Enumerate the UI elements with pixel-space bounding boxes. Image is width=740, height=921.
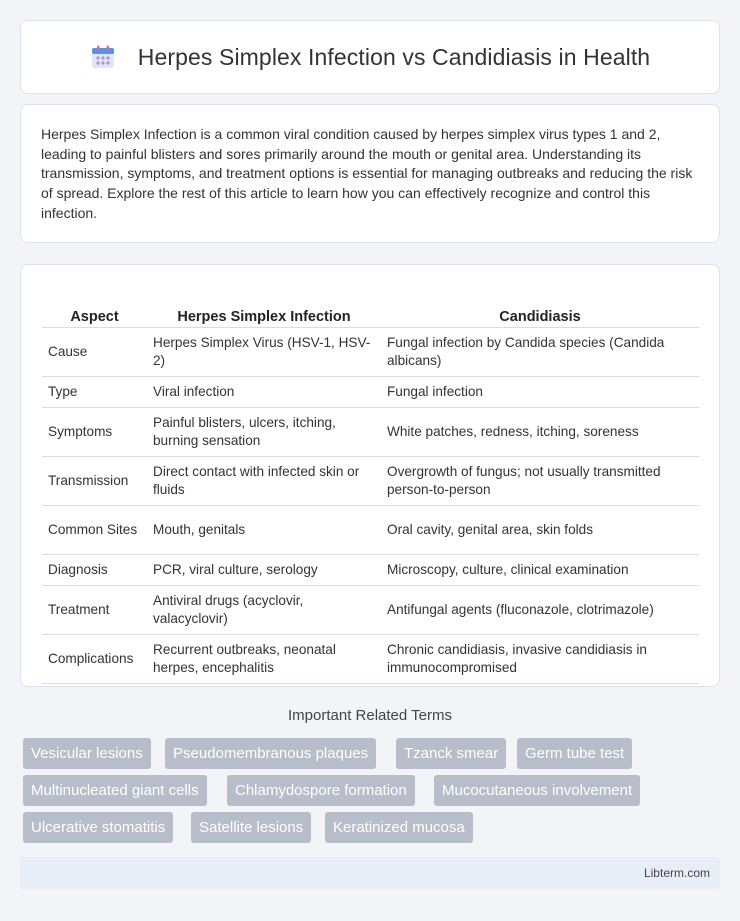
- page-title: Herpes Simplex Infection vs Candidiasis in Health: [137, 43, 651, 70]
- tag-chlamydospore-formation[interactable]: Chlamydospore formation: [227, 775, 415, 806]
- table-row: [42, 376, 699, 407]
- intro-card: [20, 104, 720, 243]
- cell-candidiasis: Fungal infection: [381, 376, 699, 407]
- cell-aspect: Symptoms: [42, 407, 147, 456]
- cell-herpes: Direct contact with infected skin or fluids: [147, 456, 381, 505]
- cell-herpes: Viral infection: [147, 376, 381, 407]
- cell-aspect: Cause: [42, 327, 147, 376]
- table-row: [42, 327, 699, 376]
- tag-keratinized-mucosa[interactable]: Keratinized mucosa: [325, 812, 473, 843]
- header-herpes: Herpes Simplex Infection: [147, 285, 381, 327]
- header-card: [20, 20, 720, 94]
- table-row: [42, 585, 699, 634]
- table-header-row: [42, 285, 699, 327]
- table-row: [42, 505, 699, 554]
- tag-germ-tube-test[interactable]: Germ tube test: [517, 738, 632, 769]
- cell-candidiasis: Microscopy, culture, clinical examination: [381, 554, 699, 585]
- related-terms-title: Important Related Terms: [288, 707, 452, 724]
- cell-aspect: Common Sites: [42, 505, 147, 554]
- tag-satellite-lesions[interactable]: Satellite lesions: [191, 812, 311, 843]
- tag-vesicular-lesions[interactable]: Vesicular lesions: [23, 738, 151, 769]
- cell-aspect: Treatment: [42, 585, 147, 634]
- table-row: [42, 554, 699, 585]
- footer-site-link[interactable]: Libterm.com: [643, 866, 710, 880]
- cell-aspect: Transmission: [42, 456, 147, 505]
- calendar-icon: [90, 44, 116, 70]
- cell-candidiasis: Oral cavity, genital area, skin folds: [381, 505, 699, 554]
- tag-tzanck-smear[interactable]: Tzanck smear: [396, 738, 506, 769]
- cell-herpes: PCR, viral culture, serology: [147, 554, 381, 585]
- cell-candidiasis: Antifungal agents (fluconazole, clotrimazole): [381, 585, 699, 634]
- footer: [20, 857, 720, 889]
- cell-candidiasis: Overgrowth of fungus; not usually transmitted person-to-person: [381, 456, 699, 505]
- cell-candidiasis: White patches, redness, itching, soreness: [381, 407, 699, 456]
- table-row: [42, 634, 699, 683]
- table-row: [42, 456, 699, 505]
- cell-herpes: Recurrent outbreaks, neonatal herpes, encephalitis: [147, 634, 381, 683]
- intro-paragraph: Herpes Simplex Infection is a common viral condition caused by herpes simplex virus types 1 and 2, leading to painful blisters and sores primarily around the mouth or genital area. Understanding its transmission, symptoms, and treatment options is essential for managing outbreaks and reducing the risk of spread. Explore the rest of this article to learn how you can effectively recognize and control this infection.: [41, 126, 693, 221]
- cell-aspect: Diagnosis: [42, 554, 147, 585]
- comparison-table-card: [20, 264, 720, 687]
- cell-herpes: Painful blisters, ulcers, itching, burning sensation: [147, 407, 381, 456]
- table-row: [42, 407, 699, 456]
- tag-multinucleated-giant-cells[interactable]: Multinucleated giant cells: [23, 775, 207, 806]
- cell-herpes: Antiviral drugs (acyclovir, valacyclovir): [147, 585, 381, 634]
- cell-aspect: Complications: [42, 634, 147, 683]
- tag-mucocutaneous-involvement[interactable]: Mucocutaneous involvement: [434, 775, 640, 806]
- header-aspect: Aspect: [42, 285, 147, 327]
- header-candidiasis: Candidiasis: [381, 285, 699, 327]
- cell-candidiasis: Fungal infection by Candida species (Candida albicans): [381, 327, 699, 376]
- cell-herpes: Mouth, genitals: [147, 505, 381, 554]
- tag-ulcerative-stomatitis[interactable]: Ulcerative stomatitis: [23, 812, 173, 843]
- cell-candidiasis: Chronic candidiasis, invasive candidiasis in immunocompromised: [381, 634, 699, 683]
- cell-aspect: Type: [42, 376, 147, 407]
- comparison-table: [42, 285, 699, 684]
- cell-herpes: Herpes Simplex Virus (HSV-1, HSV-2): [147, 327, 381, 376]
- tag-pseudomembranous-plaques[interactable]: Pseudomembranous plaques: [165, 738, 376, 769]
